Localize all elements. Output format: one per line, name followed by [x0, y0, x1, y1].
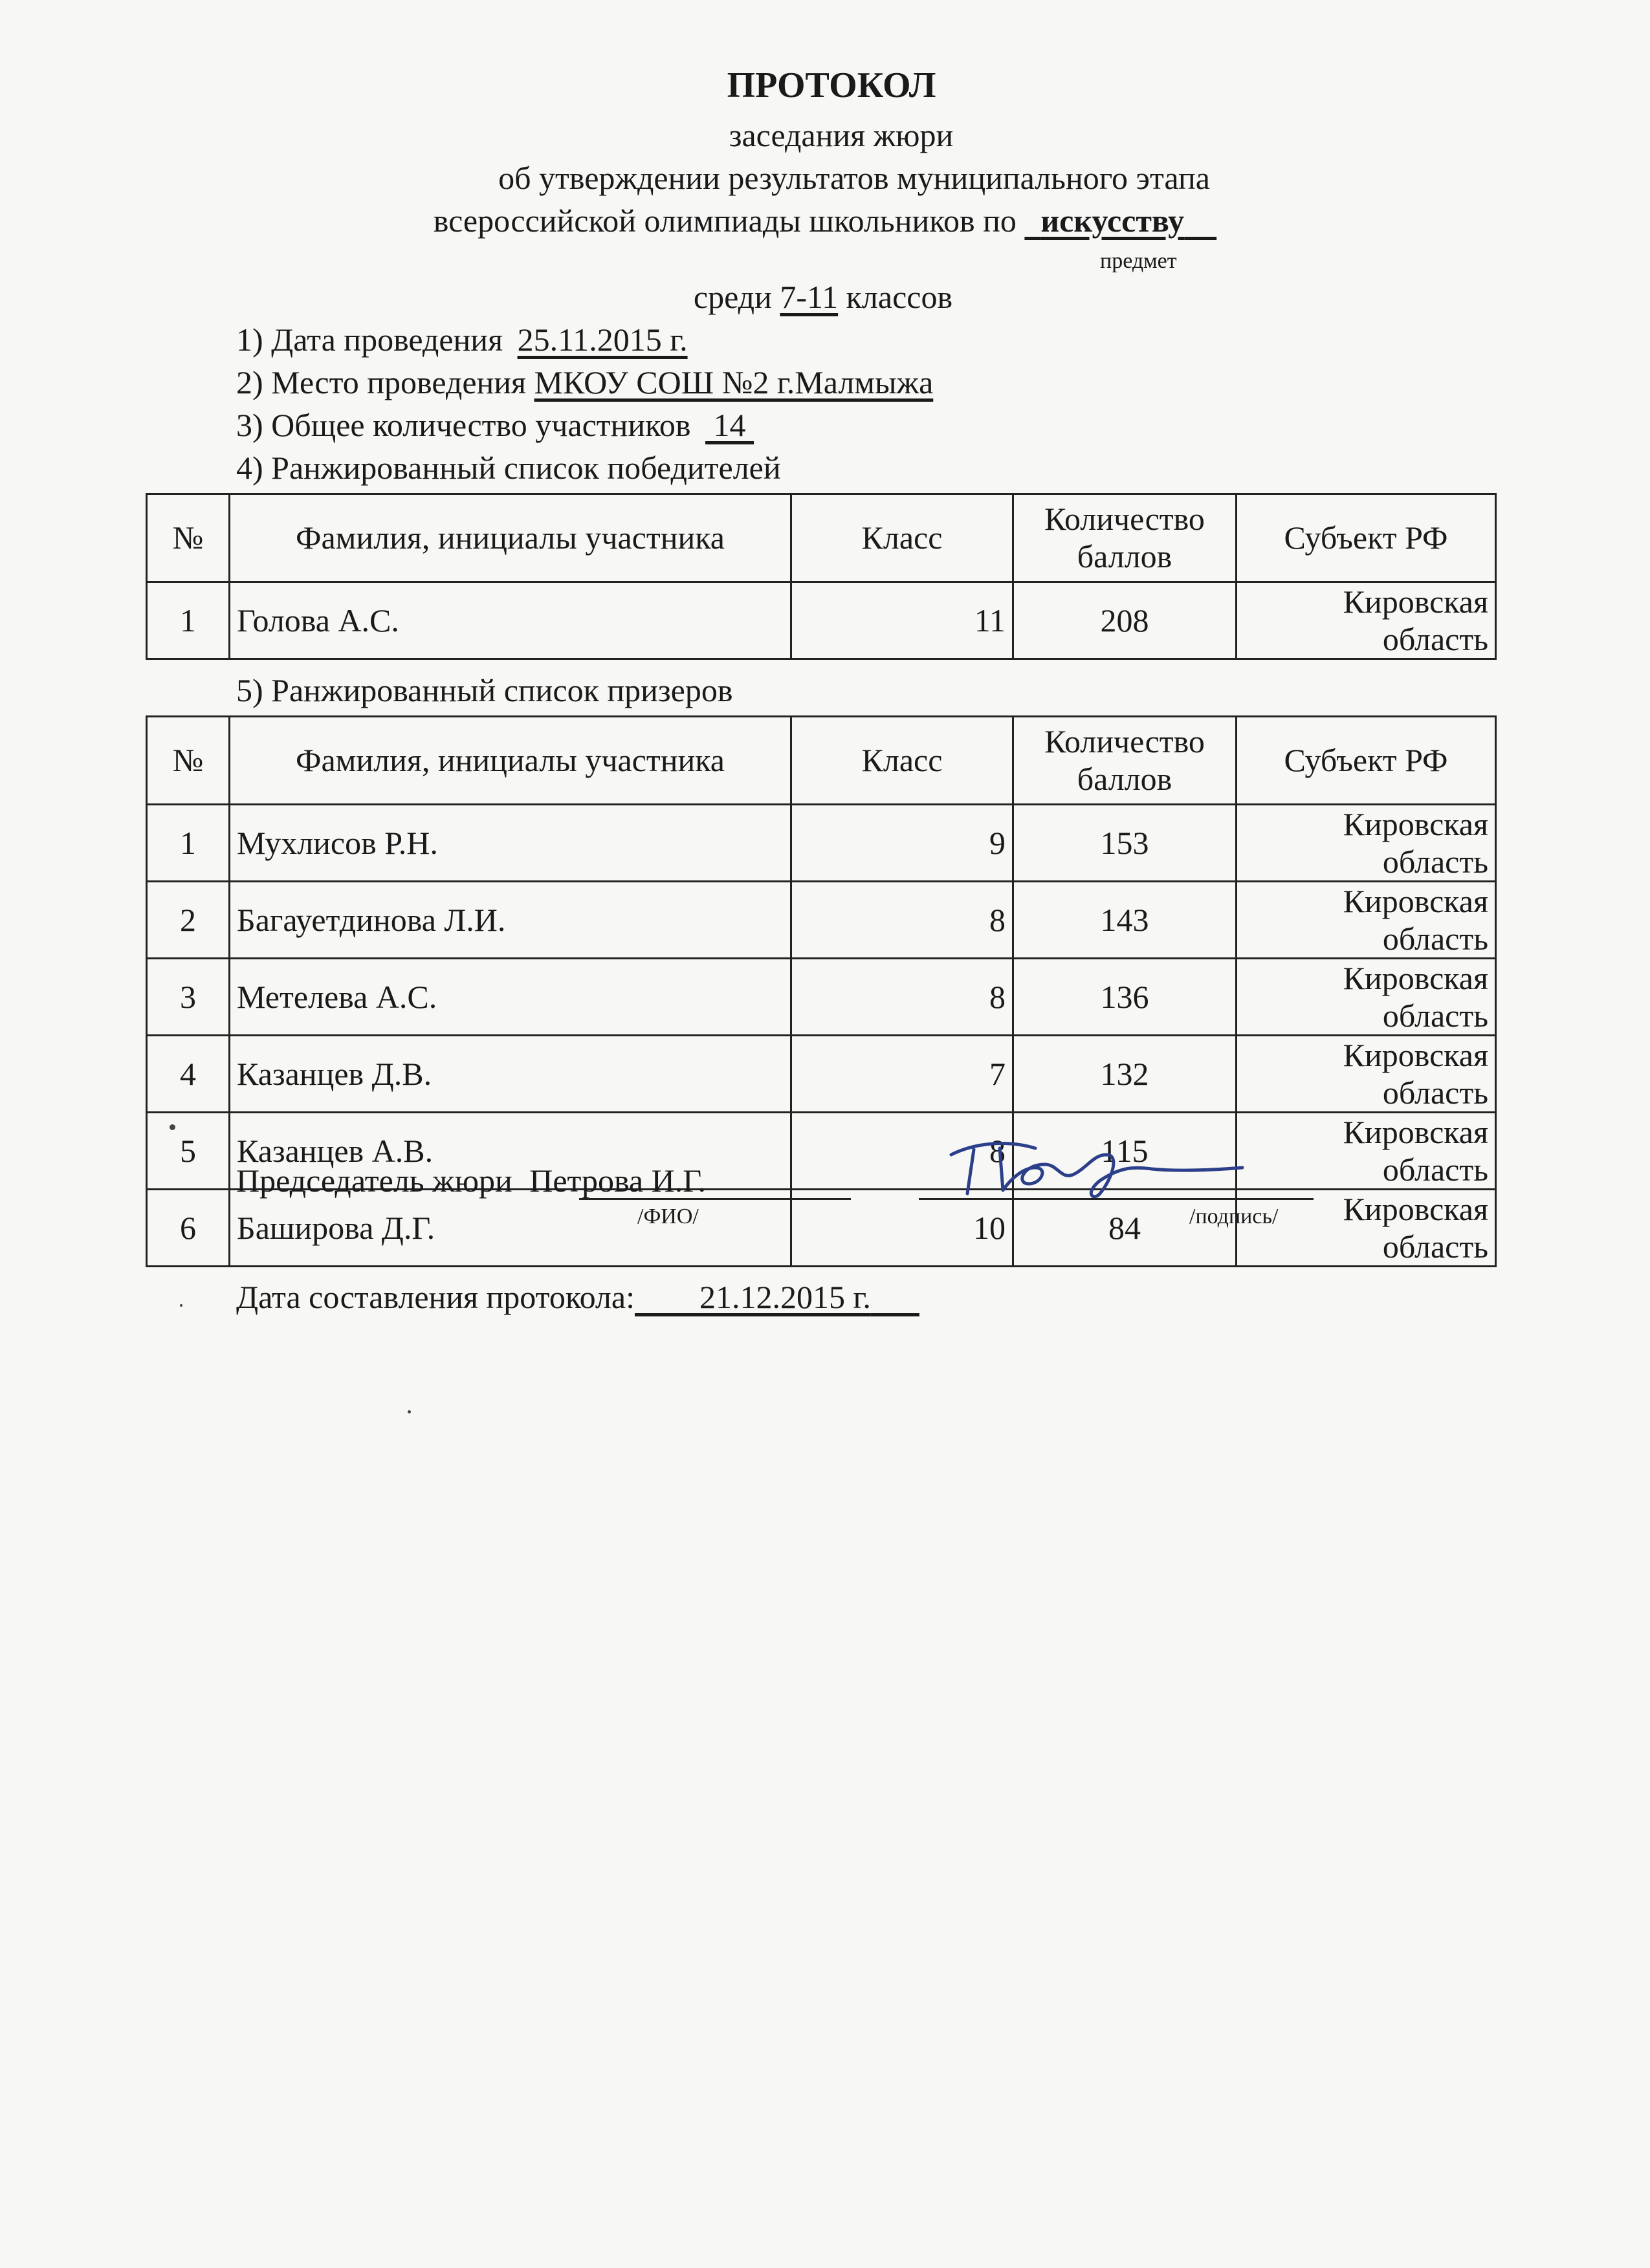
subtitle-line-1: заседания жюри	[729, 117, 954, 153]
grades-prefix: среди	[693, 279, 772, 315]
grades-suffix: классов	[846, 279, 953, 315]
header-region: Субъект РФ	[1237, 494, 1496, 582]
cell-score: 143	[1013, 882, 1237, 959]
cell-score: 132	[1013, 1036, 1237, 1113]
cell-score: 84	[1013, 1190, 1237, 1267]
header-class: Класс	[791, 717, 1013, 805]
scan-speck	[180, 1304, 182, 1307]
subtitle-line-3	[0, 202, 1650, 239]
cell-name: Голова А.С.	[230, 582, 791, 659]
chair-name: Петрова И.Г.	[529, 1162, 706, 1199]
subtitle-line-2: об утверждении результатов муниципального этапа	[498, 160, 1210, 196]
cell-name: Мухлисов Р.Н.	[230, 805, 791, 882]
cell-class: 8	[791, 1113, 1013, 1190]
cell-score: 115	[1013, 1113, 1237, 1190]
subtitle-line-3-prefix: всероссийской олимпиады школьников по	[433, 202, 1017, 239]
cell-class: 7	[791, 1036, 1013, 1113]
count-value	[705, 407, 754, 443]
header-num: №	[147, 717, 230, 805]
date-value: 25.11.2015 г.	[517, 322, 688, 358]
date-line	[236, 321, 688, 358]
prizewinners-label: 5) Ранжированный список призеров	[236, 672, 733, 708]
cell-class: 11	[791, 582, 1013, 659]
cell-class: 8	[791, 959, 1013, 1036]
cell-name: Казанцев А.В.	[230, 1113, 791, 1190]
chair-line	[236, 1162, 706, 1199]
header-score	[1013, 717, 1237, 805]
count-label: 3) Общее количество участников	[236, 407, 691, 443]
header-class: Класс	[791, 494, 1013, 582]
compiled-date-line	[236, 1278, 919, 1316]
winners-label: 4) Ранжированный список победителей	[236, 450, 781, 486]
winners-table	[146, 493, 1497, 660]
table-row	[147, 959, 1496, 1036]
date-label: 1) Дата проведения	[236, 322, 503, 358]
cell-name: Баширова Д.Г.	[230, 1190, 791, 1267]
prizewinners-header-row	[147, 717, 1496, 805]
cell-class: 8	[791, 882, 1013, 959]
header-region: Субъект РФ	[1237, 717, 1496, 805]
cell-region: Кировская область	[1237, 1190, 1496, 1267]
subject-field	[1024, 202, 1216, 239]
place-line	[236, 364, 933, 401]
table-row	[147, 1190, 1496, 1267]
table-row	[147, 805, 1496, 882]
cell-score: 208	[1013, 582, 1237, 659]
table-row	[147, 1036, 1496, 1113]
header-score	[1013, 494, 1237, 582]
cell-name: Казанцев Д.В.	[230, 1036, 791, 1113]
header-score-line2: баллов	[1077, 538, 1172, 574]
compiled-date-value	[635, 1279, 919, 1315]
scan-speck	[408, 1410, 411, 1413]
cell-region: Кировская область	[1237, 959, 1496, 1036]
compiled-date-label: Дата составления протокола:	[236, 1279, 635, 1315]
header-score-line1: Количество	[1044, 501, 1205, 537]
header-name: Фамилия, инициалы участника	[230, 717, 791, 805]
count-number: 14	[713, 407, 746, 443]
cell-score: 153	[1013, 805, 1237, 882]
header-num: №	[147, 494, 230, 582]
signature-caption: /подпись/	[1189, 1205, 1279, 1228]
subject-caption: предмет	[1100, 249, 1177, 273]
fio-caption: /ФИО/	[637, 1205, 699, 1228]
cell-num: 3	[147, 959, 230, 1036]
header-name: Фамилия, инициалы участника	[230, 494, 791, 582]
header-score-line1: Количество	[1044, 723, 1205, 759]
cell-num: 5	[147, 1113, 230, 1190]
count-line	[236, 406, 754, 444]
signature-underline	[919, 1198, 1314, 1200]
cell-region: Кировская область	[1237, 582, 1496, 659]
cell-class: 10	[791, 1190, 1013, 1267]
place-label: 2) Место проведения	[236, 364, 527, 400]
cell-class: 9	[791, 805, 1013, 882]
cell-score: 136	[1013, 959, 1237, 1036]
subject-value: искусству	[1040, 202, 1185, 239]
grades-line	[0, 278, 1648, 316]
cell-num: 2	[147, 882, 230, 959]
table-row	[147, 882, 1496, 959]
chair-label: Председатель жюри	[236, 1162, 512, 1199]
document-title: ПРОТОКОЛ	[727, 65, 936, 105]
compiled-date-text: 21.12.2015 г.	[699, 1279, 871, 1315]
scan-speck	[170, 1124, 175, 1130]
grades-value: 7-11	[780, 279, 839, 315]
cell-num: 1	[147, 582, 230, 659]
cell-region: Кировская область	[1237, 805, 1496, 882]
place-value: МКОУ СОШ №2 г.Малмыжа	[534, 364, 934, 400]
cell-name: Багауетдинова Л.И.	[230, 882, 791, 959]
cell-region: Кировская область	[1237, 1036, 1496, 1113]
cell-num: 4	[147, 1036, 230, 1113]
cell-name: Метелева А.С.	[230, 959, 791, 1036]
cell-region: Кировская область	[1237, 1113, 1496, 1190]
cell-region: Кировская область	[1237, 882, 1496, 959]
table-row	[147, 582, 1496, 659]
chair-name-underline	[579, 1198, 851, 1200]
header-score-line2: баллов	[1077, 760, 1172, 797]
cell-num: 6	[147, 1190, 230, 1267]
winners-header-row	[147, 494, 1496, 582]
signature-image	[938, 1129, 1275, 1206]
cell-num: 1	[147, 805, 230, 882]
